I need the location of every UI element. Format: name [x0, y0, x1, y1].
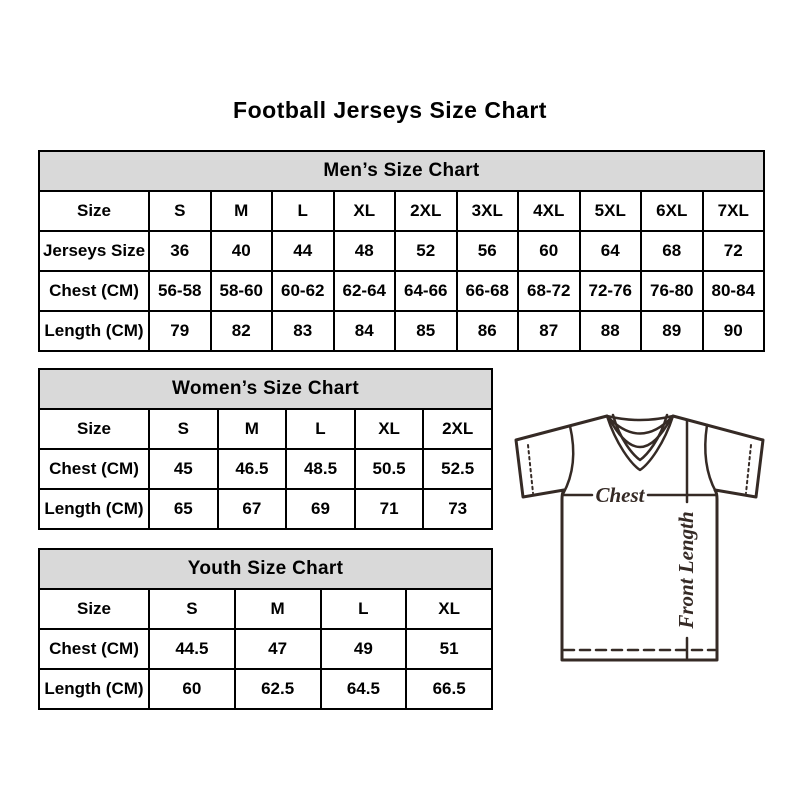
table-cell: 84: [334, 311, 396, 351]
table-cell: 6XL: [641, 191, 703, 231]
table-cell: 50.5: [355, 449, 424, 489]
table-cell: 52: [395, 231, 457, 271]
table-row: [39, 489, 492, 529]
table-cell: M: [235, 589, 321, 629]
table-cell: 60: [149, 669, 235, 709]
mens-size-chart-table: [38, 150, 765, 352]
table-cell: 82: [211, 311, 273, 351]
table-cell: 62.5: [235, 669, 321, 709]
table-row: [39, 669, 492, 709]
table-cell: 85: [395, 311, 457, 351]
table-cell: 5XL: [580, 191, 642, 231]
table-cell: 79: [149, 311, 211, 351]
table-cell: 80-84: [703, 271, 765, 311]
table-cell: 49: [321, 629, 407, 669]
table-row: [39, 589, 492, 629]
table-cell: 64.5: [321, 669, 407, 709]
table-cell: 62-64: [334, 271, 396, 311]
table-cell: 4XL: [518, 191, 580, 231]
table-cell: 44: [272, 231, 334, 271]
table-cell: 2XL: [423, 409, 492, 449]
table-cell: 51: [406, 629, 492, 669]
table-cell: M: [218, 409, 287, 449]
table-cell: 83: [272, 311, 334, 351]
table-header-row: [39, 151, 764, 191]
row-label: Length (CM): [39, 489, 149, 529]
row-label: Size: [39, 409, 149, 449]
womens-table-title: Women’s Size Chart: [39, 369, 492, 409]
table-cell: 71: [355, 489, 424, 529]
table-cell: 45: [149, 449, 218, 489]
table-cell: 86: [457, 311, 519, 351]
table-cell: 47: [235, 629, 321, 669]
table-cell: 56-58: [149, 271, 211, 311]
table-row: [39, 191, 764, 231]
womens-size-chart-table: [38, 368, 493, 530]
table-cell: L: [272, 191, 334, 231]
row-label: Size: [39, 589, 149, 629]
table-row: [39, 409, 492, 449]
table-row: [39, 271, 764, 311]
table-cell: 48: [334, 231, 396, 271]
table-cell: XL: [334, 191, 396, 231]
table-row: [39, 449, 492, 489]
table-cell: 40: [211, 231, 273, 271]
table-cell: 52.5: [423, 449, 492, 489]
table-cell: 60-62: [272, 271, 334, 311]
table-cell: 56: [457, 231, 519, 271]
mens-table-title: Men’s Size Chart: [39, 151, 764, 191]
table-cell: S: [149, 191, 211, 231]
table-header-row: [39, 549, 492, 589]
table-cell: 7XL: [703, 191, 765, 231]
table-row: [39, 629, 492, 669]
table-cell: 36: [149, 231, 211, 271]
front-length-measure-label: Front Length: [674, 511, 698, 629]
table-cell: 64-66: [395, 271, 457, 311]
table-cell: 87: [518, 311, 580, 351]
table-cell: S: [149, 409, 218, 449]
table-cell: 73: [423, 489, 492, 529]
row-label: Chest (CM): [39, 449, 149, 489]
row-label: Length (CM): [39, 669, 149, 709]
table-cell: 64: [580, 231, 642, 271]
page-title: Football Jerseys Size Chart: [233, 97, 547, 123]
table-cell: 44.5: [149, 629, 235, 669]
table-cell: L: [321, 589, 407, 629]
row-label: Chest (CM): [39, 629, 149, 669]
table-row: [39, 231, 764, 271]
table-cell: 67: [218, 489, 287, 529]
table-cell: 58-60: [211, 271, 273, 311]
table-cell: 68-72: [518, 271, 580, 311]
chest-measure-label: Chest: [595, 483, 645, 507]
youth-size-chart-table: [38, 548, 493, 710]
table-cell: 68: [641, 231, 703, 271]
table-cell: M: [211, 191, 273, 231]
table-row: [39, 311, 764, 351]
row-label: Jerseys Size: [39, 231, 149, 271]
jersey-measurement-diagram: [506, 400, 778, 666]
table-cell: 65: [149, 489, 218, 529]
table-cell: 89: [641, 311, 703, 351]
table-cell: 60: [518, 231, 580, 271]
table-cell: 2XL: [395, 191, 457, 231]
table-cell: 69: [286, 489, 355, 529]
table-cell: 88: [580, 311, 642, 351]
table-cell: 3XL: [457, 191, 519, 231]
table-cell: 48.5: [286, 449, 355, 489]
table-cell: XL: [406, 589, 492, 629]
table-cell: 90: [703, 311, 765, 351]
table-cell: L: [286, 409, 355, 449]
table-cell: XL: [355, 409, 424, 449]
row-label: Size: [39, 191, 149, 231]
table-cell: 46.5: [218, 449, 287, 489]
jersey-outline-icon: [506, 400, 778, 666]
table-cell: 76-80: [641, 271, 703, 311]
table-header-row: [39, 369, 492, 409]
table-cell: 72-76: [580, 271, 642, 311]
table-cell: 72: [703, 231, 765, 271]
table-cell: S: [149, 589, 235, 629]
row-label: Chest (CM): [39, 271, 149, 311]
youth-table-title: Youth Size Chart: [39, 549, 492, 589]
row-label: Length (CM): [39, 311, 149, 351]
table-cell: 66.5: [406, 669, 492, 709]
table-cell: 66-68: [457, 271, 519, 311]
